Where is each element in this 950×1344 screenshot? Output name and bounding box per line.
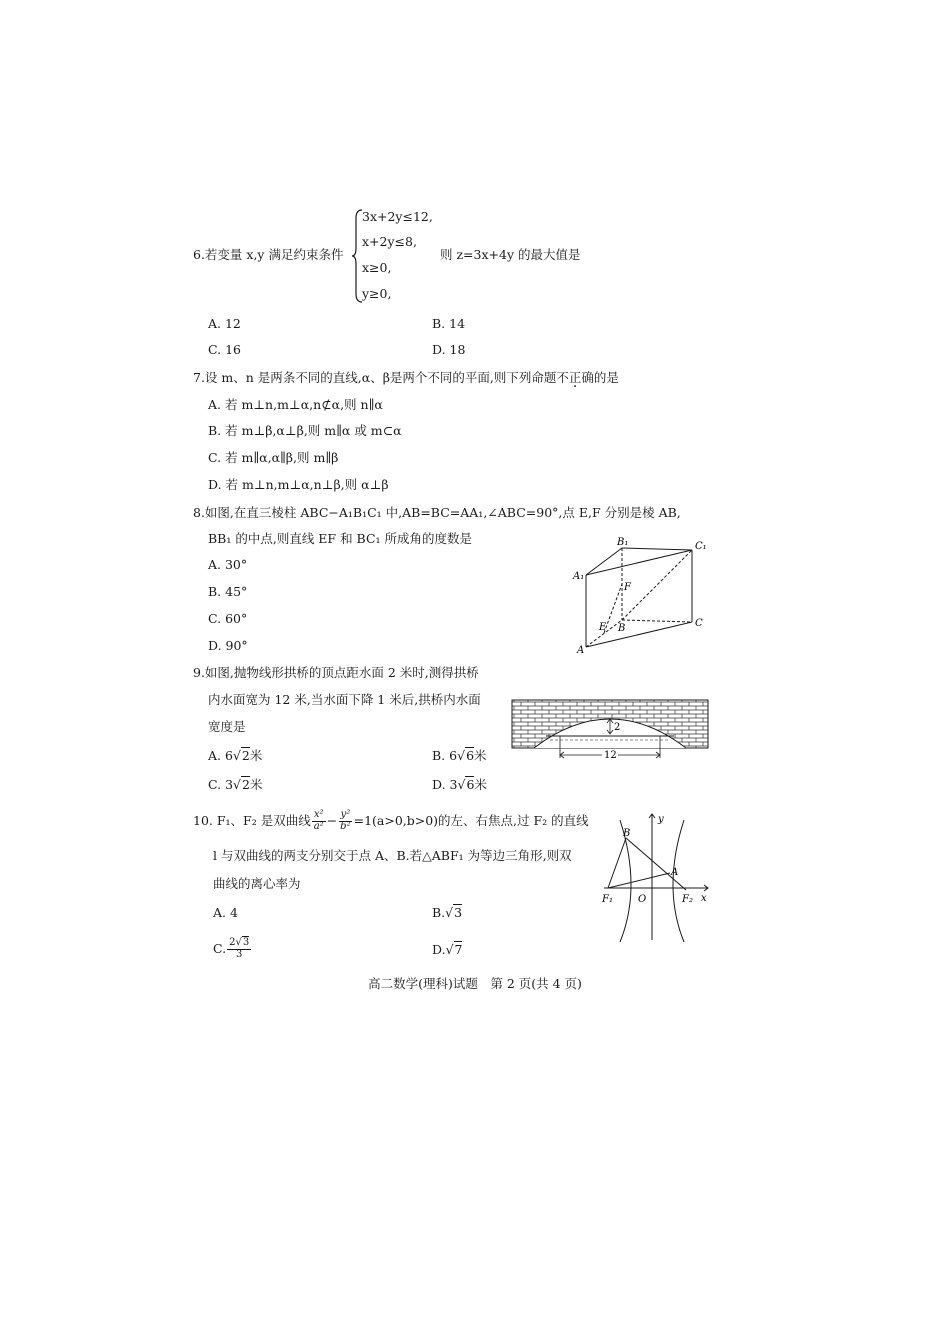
q10-stem-post: =1(a>0,b>0)的左、右焦点,过 F₂ 的直线	[353, 812, 589, 828]
q6-option-b: B. 14	[432, 316, 466, 331]
q10-option-c-num-radicand: 3	[242, 937, 250, 948]
q8-label-c: C	[695, 618, 703, 629]
q9-option-a: A. 6√2米	[208, 748, 263, 763]
q6-option-c: C. 16	[208, 342, 241, 357]
q10-frac-y-num: y²	[340, 809, 351, 820]
q6-constraint-2: x+2y≤8,	[362, 234, 417, 249]
q7-stem	[193, 372, 619, 385]
q10-option-c-num-coef: 2	[229, 937, 236, 948]
q10-label-f2: F₂	[682, 894, 693, 905]
q10-label-o: O	[638, 894, 647, 905]
q8-stem-line2: BB₁ 的中点,则直线 EF 和 BC₁ 所成角的度数是	[208, 531, 473, 546]
q9-stem-line1: 9.如图,抛物线形拱桥的顶点距水面 2 米时,测得拱桥	[193, 665, 479, 680]
q7-option-d: D. 若 m⊥n,m⊥α,n⊥β,则 α⊥β	[208, 477, 389, 492]
q8-option-b: B. 45°	[208, 584, 248, 599]
q10-option-d-radicand: 7	[454, 942, 463, 957]
q10-frac-y	[338, 810, 352, 832]
q7-option-a: A. 若 m⊥n,m⊥α,n⊄α,则 n∥α	[208, 397, 383, 412]
q7-stem-pre: 7.设 m、n 是两条不同的直线,α、β是两个不同的平面,则下列命题	[193, 370, 557, 385]
q9-option-c-coef: C. 3	[208, 777, 234, 792]
q9-option-b-radicand: 6	[466, 748, 475, 763]
q8-label-a1: A₁	[573, 571, 585, 582]
q9-label-height: 2	[614, 722, 621, 733]
q10-option-c	[213, 938, 252, 960]
q10-label-x: x	[701, 893, 707, 904]
q8-label-e: E	[599, 622, 607, 633]
q10-minus: −	[326, 812, 338, 828]
q9-option-a-unit: 米	[249, 748, 263, 763]
q8-option-c: C. 60°	[208, 611, 248, 626]
q10-label-b: B	[623, 828, 631, 839]
q10-option-c-frac: $\frac{2√3}{3}$	[229, 937, 250, 960]
q8-stem-line1: 8.如图,在直三棱柱 ABC−A₁B₁C₁ 中,AB=BC=AA₁,∠ABC=90°,点 E,F 分别是棱 AB,	[193, 505, 681, 520]
q6-stem-post: 则 z=3x+4y 的最大值是	[440, 247, 581, 262]
q9-option-d-coef: D. 3	[432, 777, 458, 792]
q9-option-d-radicand: 6	[466, 777, 475, 792]
q7-option-b: B. 若 m⊥β,α⊥β,则 m∥α 或 m⊂α	[208, 423, 402, 438]
q9-option-a-radicand: 2	[241, 748, 250, 763]
q10-option-b-label: B.	[432, 905, 446, 920]
page-footer: 高二数学(理科)试题 第 2 页(共 4 页)	[368, 976, 582, 991]
q10-option-b: B.√3	[432, 905, 463, 920]
q9-option-d: D. 3√6米	[432, 777, 487, 792]
q10-option-b-radicand: 3	[454, 905, 463, 920]
q9-option-c-unit: 米	[249, 777, 263, 792]
q9-stem-line3: 宽度是	[208, 719, 246, 734]
q10-stem-pre: 10. F₁、F₂ 是双曲线	[193, 812, 311, 828]
q6-constraint-3: x≥0,	[362, 260, 392, 275]
q8-label-f: F	[624, 582, 631, 593]
q8-label-b1: B₁	[617, 537, 629, 548]
q10-hyperbola-figure	[598, 808, 716, 946]
q6-option-d: D. 18	[432, 342, 466, 357]
q8-label-b: B	[618, 623, 626, 634]
q6-constraint-1: 3x+2y≤12,	[362, 209, 433, 224]
q9-option-b: B. 6√6米	[432, 748, 487, 763]
q10-option-a: A. 4	[213, 905, 238, 920]
q10-frac-x-num: x²	[313, 809, 324, 820]
q8-label-a: A	[577, 645, 585, 655]
q9-stem-line2: 内水面宽为 12 米,当水面下降 1 米后,拱桥内水面	[208, 692, 481, 707]
q10-frac-x-den: a²	[313, 820, 324, 832]
q10-option-c-den: 3	[235, 948, 243, 960]
q8-prism-figure	[570, 535, 710, 655]
q9-bridge-figure	[510, 698, 710, 764]
q8-option-d: D. 90°	[208, 638, 248, 653]
q6-constraint-4: y≥0,	[362, 286, 392, 301]
q9-label-width: 12	[604, 750, 617, 761]
q10-frac-y-den: b²	[340, 820, 351, 832]
q9-option-d-unit: 米	[474, 777, 487, 792]
q9-option-a-coef: A. 6	[208, 748, 233, 763]
q9-option-c: C. 3√2米	[208, 777, 263, 792]
q9-option-b-unit: 米	[474, 748, 487, 763]
q10-label-f1: F₁	[602, 894, 613, 905]
q7-stem-post: 的是	[593, 370, 619, 385]
q10-option-d-label: D.	[432, 942, 446, 957]
q10-stem-line2: l 与双曲线的两支分别交于点 A、B.若△ABF₁ 为等边三角形,则双	[213, 848, 572, 863]
q7-stem-emph: 不正确	[556, 370, 594, 385]
q10-label-a: A	[671, 867, 679, 878]
q10-label-y: y	[658, 814, 664, 825]
q10-option-d: D.√7	[432, 942, 463, 957]
q10-frac-x	[312, 810, 326, 832]
q6-stem: 6.若变量 x,y 满足约束条件	[193, 247, 344, 262]
q10-stem-line3: 曲线的离心率为	[213, 876, 301, 891]
q9-option-b-coef: B. 6	[432, 748, 458, 763]
q7-option-c: C. 若 m∥α,α∥β,则 m∥β	[208, 450, 339, 465]
q10-option-c-label: C.	[213, 940, 227, 956]
q6-option-a: A. 12	[208, 316, 241, 331]
q8-option-a: A. 30°	[208, 557, 248, 572]
q9-option-c-radicand: 2	[242, 777, 250, 792]
q8-label-c1: C₁	[695, 541, 707, 552]
q10-stem-line1	[193, 810, 589, 832]
